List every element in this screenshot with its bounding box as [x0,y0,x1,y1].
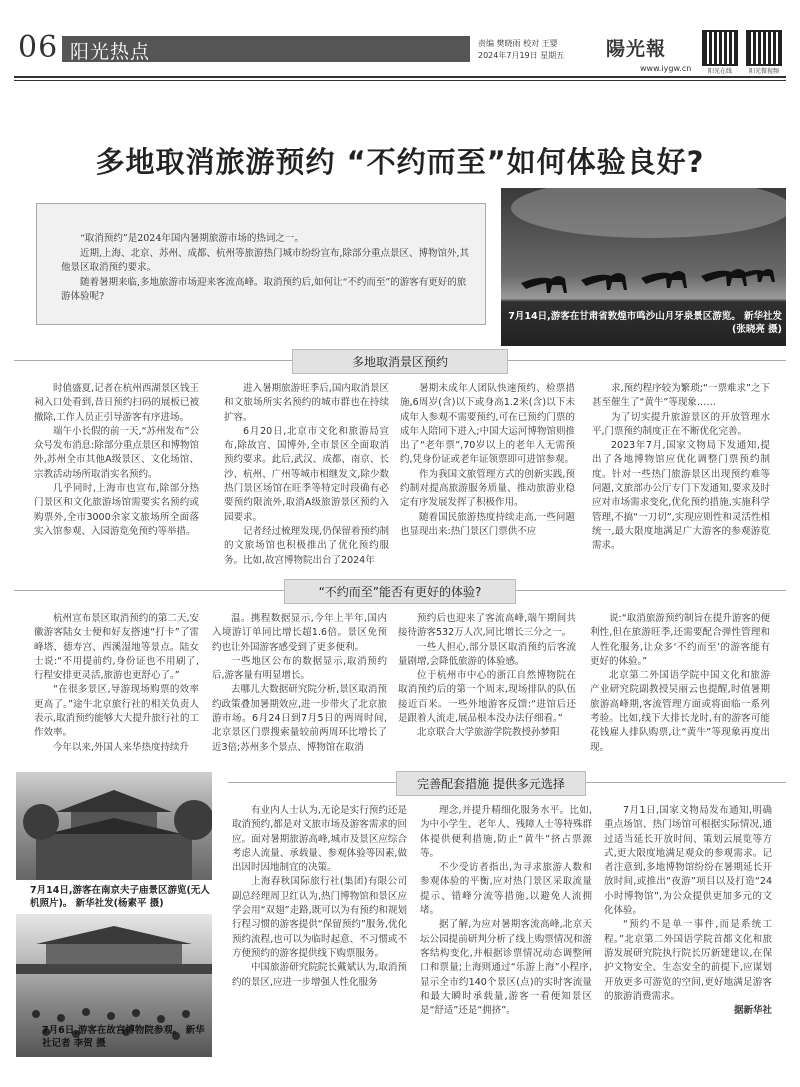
header-meta [478,38,564,62]
article-column [34,382,199,539]
photo-caption: 7月14日,游客在南京夫子庙景区游览(无人机照片)。 新华社发(杨素平 摄) [30,885,210,909]
paragraph: 时值盛夏,记者在杭州西湖景区钱王祠入口处看到,昔日预约扫码的展板已被撤除,工作人员正引导游客有序进场。 [34,383,199,423]
paragraph: 随着国民旅游热度持续走高,一些问题也显现出来:热门景区门票供不应 [400,511,575,537]
article-column [590,612,770,755]
qr-label: 阳光微视频 [748,68,779,75]
article-column [398,612,576,741]
paragraph: 7月1日,国家文物局发布通知,明确重点场馆、热门场馆可根据实际情况,通过适当延长开放时间、策划云展览等方式,更大限度地满足观众的参观需求。记者注意到,多地博物馆纷纷在暑期延长开放时间,或推出“夜游”项目以及打造“24小时博物馆”,为公众提供更加多元的文化体验。 [604,805,772,917]
headline: 多地取消旅游预约 “不约而至”如何体验良好? [95,145,705,179]
paragraph: 暑期未成年人团队快速预约、检票措施,6周岁(含)以下或身高1.2米(含)以下未成年人参观不需要预约,可在已预约门票的成年人陪同下进入;中国大运河博物馆则推出了“老年票”,70岁以上的老年人无需预约,凭身份证或老年证领票即可进馆参观。 [400,383,575,466]
paragraph: 一些人担心,部分景区取消预约后客流量剧增,会降低旅游的体验感。 [398,641,576,667]
article-column [212,612,387,755]
paragraph: 预约后也迎来了客流高峰,端午期间共接待游客532万人次,同比增长三分之一。 [398,613,576,639]
photo-caption: 7月6日,游客在故宫博物院参观。 新华社记者 李贺 摄 [42,1025,205,1049]
section-banner [62,36,470,62]
article-column [400,382,575,539]
header-rule [14,76,786,78]
section-title: 多地取消景区预约 [292,349,508,374]
paragraph: 作为我国文旅管理方式的创新实践,预约制对提高旅游服务质量、推动旅游业稳定有序发展发挥了积极作用。 [400,468,575,509]
section-title: “不约而至”能否有更好的体验? [284,579,516,604]
article-column [34,612,199,755]
paragraph: 中国旅游研究院院长戴斌认为,取消预约的景区,应进一步增强人性化服务 [232,962,407,988]
paragraph: 一些地区公布的数据显示,取消预约后,游客量有明显增长。 [212,655,387,682]
qr-code-icon[interactable] [746,30,782,66]
date-line: 2024年7月19日 星期五 [478,51,565,60]
intro-paragraph: 随着暑期来临,多地旅游市场迎来客流高峰。取消预约后,如何让“不约而至”的游客有更好的旅游体验呢? [61,276,467,302]
intro-box [36,203,486,325]
photo-caption: 7月14日,游客在甘肃省敦煌市鸣沙山月牙泉景区游览。 新华社发(张晓亮 摄) [508,311,782,335]
paragraph: 上海春秋国际旅行社(集团)有限公司副总经理周卫红认为,热门博物馆和景区应学会用“双翅”走路,既可以为有预约和规划行程习惯的游客提供“保留预约”服务,优化预约流程,也可以为临时起意、不习惯或不方便预约的游客提供线下购票服务。 [232,876,407,959]
paragraph: 2023年7月,国家文物局下发通知,提出了各地博物馆应优化调整门票预约制度。针对一些热门旅游景区出现预约难等问题,文旅部办公厅专门下发通知,要求及时应对市场需求变化,优化预约措施,实施科学管理,不搞“一刀切”,实现应则性和灵活性相统一,最大限度地满足广大游客的参观游览需求。 [592,440,770,552]
paragraph: 北京第二外国语学院中国文化和旅游产业研究院副教授吴丽云也提醒,时值暑期旅游高峰期,客流管理方面或将面临一系列考验。比如,线下大排长龙时,有的游客可能花钱雇人排队购票,让“黄牛”等现象再度出现。 [590,670,770,753]
nanjing-fuzimiao-photo [16,772,212,880]
editor-line: 责编 樊晓雨 校对 王婴 [478,39,558,48]
paragraph: 温。携程数据显示,今年上半年,国内入境游订单同比增长超1.6倍。景区免预约也让外国游客感受到了更多便利。 [212,613,387,653]
article-column [224,382,389,568]
intro-paragraph: “取消预约”是2024年国内暑期旅游市场的热词之一。 [80,233,304,244]
paragraph: 为了切实提升旅游景区的开放管理水平,门票预约制度正在不断优化完善。 [592,411,770,437]
qr-block-2[interactable] [746,30,786,75]
page-number: 06 [18,30,59,65]
paragraph: 杭州宣布景区取消预约的第二天,安徽游客陆女士便和好友搭速“打卡”了雷峰塔、德寿宫、西溪湿地等景点。陆女士说:“不用提前约,身份证也不用刷了,行程安排更灵活,旅游也更舒心了。” [34,613,199,682]
article-column [420,804,592,1018]
temple-roof-icon [16,772,212,880]
qr-code-icon[interactable] [702,30,738,66]
paragraph: 去哪儿大数据研究院分析,景区取消预约政策叠加暑期效应,进一步带火了北京旅游市场。6月24日到7月5日的两周时间,北京景区门票搜索量较前两周环比增长了近3倍;苏州多个景点、博物馆在取消 [212,684,387,753]
paragraph: 求,预约程序较为繁琐;“一票难求”之下甚至催生了“黄牛”等现象…… [592,383,770,409]
paragraph: 今年以来,外国人来华热度持续升 [53,741,190,753]
paragraph: 不少受访者指出,为寻求旅游人数和参观体验的平衡,应对热门景区采取流量提示、错峰分流等措施,以避免人流拥堵。 [420,862,592,917]
qr-block-1[interactable] [702,30,742,75]
paragraph: 有业内人士认为,无论是实行预约还是取消预约,都是对文旅市场及游客需求的回应。面对暑期旅游高峰,城市及景区应综合考虑人流量、承载量、参观体验等因素,做出因时因地制宜的决策。 [232,805,407,874]
paragraph: 理念,并提升精细化服务水平。比如,为中小学生、老年人、残障人士等特殊群体提供便利措施,防止“黄牛”挤占票源等。 [420,805,592,859]
section-name: 阳光热点 [70,41,151,63]
website-url[interactable]: www.iygw.cn [640,64,692,73]
article-column [592,382,770,554]
article-column [232,804,407,990]
qr-label: 阳光在线 [707,68,732,75]
paragraph: “预约不是单一事件,而是系统工程。”北京第二外国语学院首都文化和旅游发展研究院执行院长厉新建建议,在保护文物安全、生态安全的前提下,应谋划开放更多可游览的空间,更好地满足游客的旅游消费需求。 [604,919,772,1002]
paragraph: 记者经过梳理发现,仍保留着预约制的文旅场馆也积极推出了优化预约服务。比如,故宫博物院出台了2024年 [224,525,389,566]
paragraph: 6月20日,北京市文化和旅游局宣布,除故宫、国博外,全市景区全面取消预约要求。此后,武汉、成都、南京、长沙、杭州、广州等城市相继发文,除少数热门景区场馆在旺季等特定时段确有必要预约限流外,取消A级旅游景区预约入园要求。 [224,425,389,523]
paragraph: 端午小长假的前一天,“苏州发布”公众号发布消息:除部分重点景区和博物馆外,苏州全市其他A级景区、文化场馆、宗教活动场所取消实名预约。 [34,425,199,480]
intro-paragraph: 近期,上海、北京、苏州、成都、杭州等旅游热门城市纷纷宣布,除部分重点景区、博物馆外,其他景区取消预约要求。 [61,247,470,273]
paragraph: “在很多景区,导游现场购票的效率更高了。”途牛北京旅行社的相关负责人表示,取消预约能够大大提升旅行社的工作效率。 [34,684,199,739]
paragraph: 据了解,为应对暑期客流高峰,北京天坛公园提前研判分析了线上购票情况和游客结构变化,并根据诊票情况动态调整闸口和票量;上海则通过“乐游上海”小程序,显示全市约140个景区(点)的实时客流量和最大瞬时承载量,游客一看便知景区是“舒适”还是“拥挤”。 [420,919,592,1017]
header-rule [14,80,786,81]
paragraph: 位于杭州市中心的浙江自然博物院在取消预约后的第一个周末,现场排队的队伍接近百米。一些外地游客反馈:“进馆后还是跟着人流走,展品根本没办法仔细看。” [398,670,576,725]
section-title: 完善配套措施 提供多元选择 [396,771,586,796]
paragraph: 进入暑期旅游旺季后,国内取消景区和文旅场所实名预约的城市群也在持续扩容。 [224,383,389,423]
paragraph: 几乎同时,上海市也宣布,除部分热门景区和文化旅游场馆需要实名预约或购票外,全市3000余家文旅场所全面落实入馆参观、入园游览免预约等举措。 [34,483,199,537]
newspaper-logo: 陽光報 [606,38,667,60]
paragraph: 北京联合大学旅游学院教授孙梦阳 [417,727,560,739]
byline-source: 据新华社 [733,1005,772,1017]
article-column [604,804,772,1018]
paragraph: 说:“取消旅游预约制旨在提升游客的便利性,但在旅游旺季,还需要配合弹性管理和人性化服务,让众多‘不约而至’的游客能有更好的体验。” [590,613,770,667]
